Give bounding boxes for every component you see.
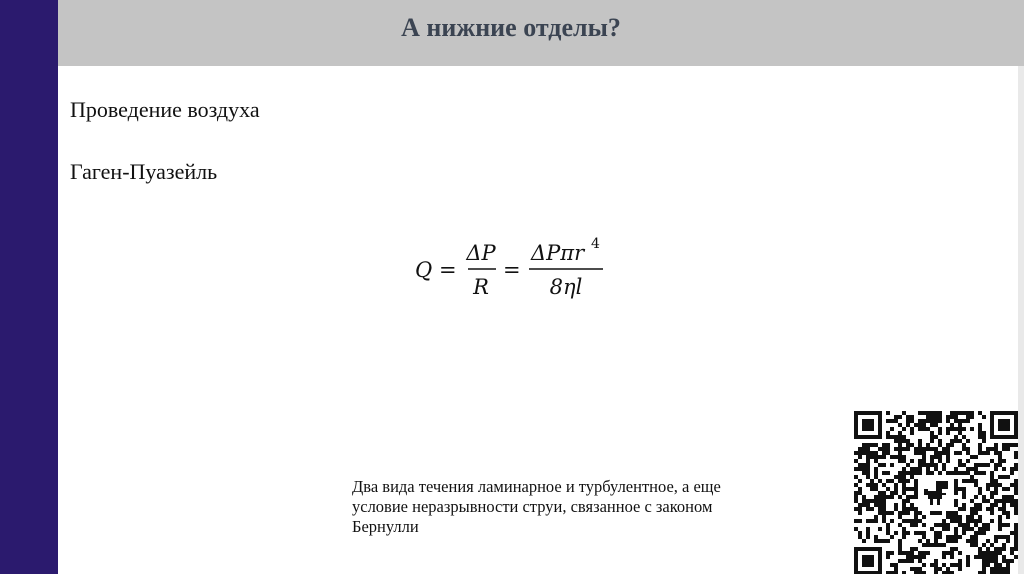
text-hagen-poiseuille: Гаген-Пуазейль (70, 159, 218, 184)
slide-title: А нижние отделы? (401, 13, 621, 42)
text-air-conduction: Проведение воздуха (70, 97, 260, 122)
dino-icon (924, 481, 948, 505)
formula-exponent: 4 (591, 236, 600, 252)
title-bar (58, 0, 1024, 66)
formula-frac1-denominator: R (473, 275, 489, 299)
formula-frac2-denominator: 8ηl (549, 275, 583, 299)
formula-frac1-numerator: ΔP (466, 241, 496, 265)
qr-code-graphic (852, 409, 1018, 574)
formula-lhs: Q (415, 258, 433, 282)
formula-equals-2: = (503, 258, 521, 282)
qr-code-icon[interactable] (852, 409, 1018, 574)
right-edge-strip (1018, 0, 1024, 574)
note-text: Два вида течения ламинарное и турбулентное, а еще условие неразрывности струи, связанное с законом Бернулли (352, 477, 721, 536)
formula-frac2-numerator: ΔPπr (531, 241, 585, 265)
left-accent-band (0, 0, 58, 574)
formula (410, 236, 630, 306)
formula-svg (410, 236, 630, 306)
formula-equals-1: = (439, 258, 457, 282)
